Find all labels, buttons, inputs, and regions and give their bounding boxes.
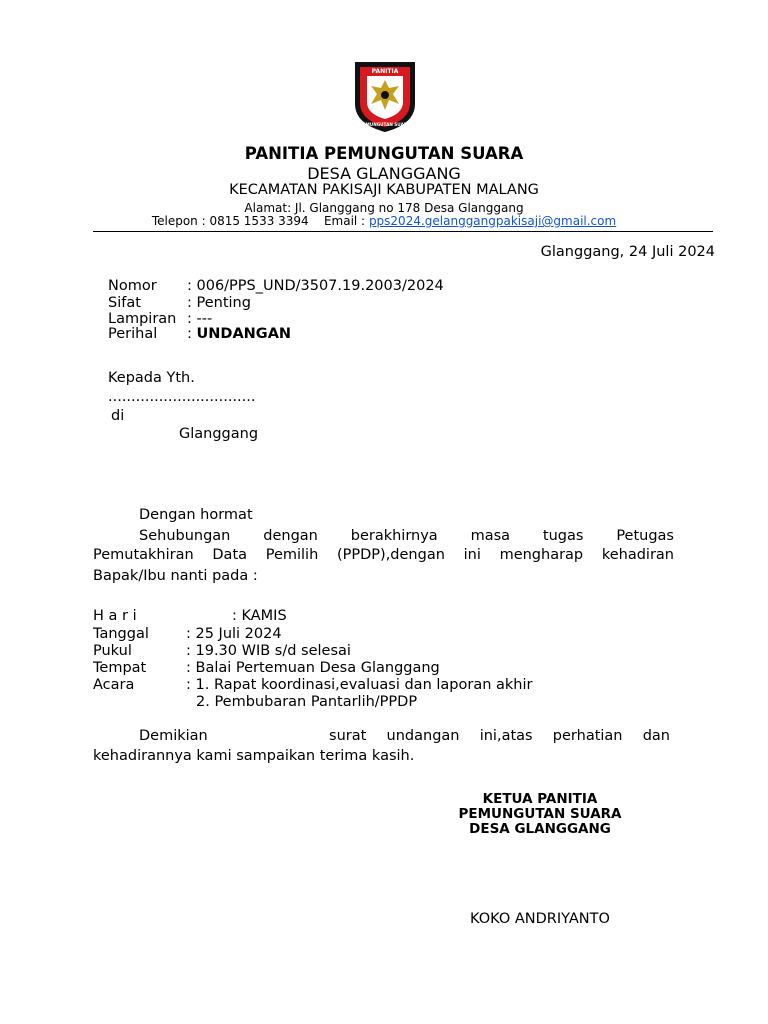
- acara-label: Acara: [93, 677, 135, 693]
- signature-title-3: DESA GLANGGANG: [469, 821, 611, 837]
- district-name: KECAMATAN PAKISAJI KABUPATEN MALANG: [229, 182, 539, 198]
- svg-text:PANITIA: PANITIA: [371, 68, 399, 75]
- signer-name: KOKO ANDRIYANTO: [470, 911, 610, 927]
- nomor-label: Nomor: [108, 278, 157, 294]
- signature-title-1: KETUA PANITIA: [482, 791, 598, 807]
- pukul-label: Pukul: [93, 643, 132, 659]
- closing-line-2: kehadirannya kami sampaikan terima kasih.: [93, 748, 415, 764]
- body-line-1: Sehubungan dengan berakhirnya masa tugas Petugas: [139, 528, 674, 544]
- village-name: DESA GLANGGANG: [307, 164, 461, 183]
- greeting: Dengan hormat: [139, 507, 253, 523]
- acara-value-1: : 1. Rapat koordinasi,evaluasi dan laporan akhir: [186, 677, 533, 693]
- perihal-label: Perihal: [108, 326, 158, 342]
- tempat-value: : Balai Pertemuan Desa Glanggang: [186, 660, 440, 676]
- email-label: Email :: [323, 214, 366, 228]
- tanggal-value: : 25 Juli 2024: [186, 626, 282, 642]
- header-divider: [93, 231, 713, 232]
- svg-text:PEMUNGUTAN SUARA: PEMUNGUTAN SUARA: [359, 122, 411, 127]
- body-line-2: Pemutakhiran Data Pemilih (PPDP),dengan ini mengharap kehadiran: [93, 547, 674, 563]
- lampiran-label: Lampiran: [108, 311, 177, 327]
- email-link[interactable]: pps2024.gelanggangpakisaji@gmail.com: [368, 214, 617, 228]
- contact-line: [0, 214, 768, 228]
- body-line-3: Bapak/Ibu nanti pada :: [93, 568, 258, 584]
- kpu-logo: [349, 58, 421, 134]
- phone: Telepon : 0815 1533 3394: [151, 214, 309, 228]
- tanggal-label: Tanggal: [93, 626, 149, 642]
- lampiran-value: : ---: [187, 311, 213, 327]
- sifat-label: Sifat: [108, 295, 141, 311]
- org-name: PANITIA PEMUNGUTAN SUARA: [244, 144, 524, 163]
- recipient-kepada: Kepada Yth.: [108, 370, 195, 386]
- sifat-value: : Penting: [187, 295, 251, 311]
- hari-label: H a r i: [93, 608, 137, 624]
- closing-line-1: Demikian surat undangan ini,atas perhatian dan: [139, 728, 670, 744]
- signature-title-2: PEMUNGUTAN SUARA: [458, 806, 622, 822]
- perihal-value: : UNDANGAN: [187, 326, 292, 342]
- nomor-value: : 006/PPS_UND/3507.19.2003/2024: [187, 278, 444, 294]
- hari-value: : KAMIS: [232, 608, 287, 624]
- acara-value-2: 2. Pembubaran Pantarlih/PPDP: [196, 694, 418, 710]
- recipient-place: Glanggang: [179, 426, 259, 442]
- recipient-dots: ................................: [108, 389, 256, 405]
- pukul-value: : 19.30 WIB s/d selesai: [186, 643, 351, 659]
- address: Alamat: Jl. Glanggang no 178 Desa Glanggang: [244, 201, 524, 215]
- recipient-di: di: [111, 408, 125, 424]
- tempat-label: Tempat: [93, 660, 147, 676]
- letter-date: Glanggang, 24 Juli 2024: [540, 244, 715, 260]
